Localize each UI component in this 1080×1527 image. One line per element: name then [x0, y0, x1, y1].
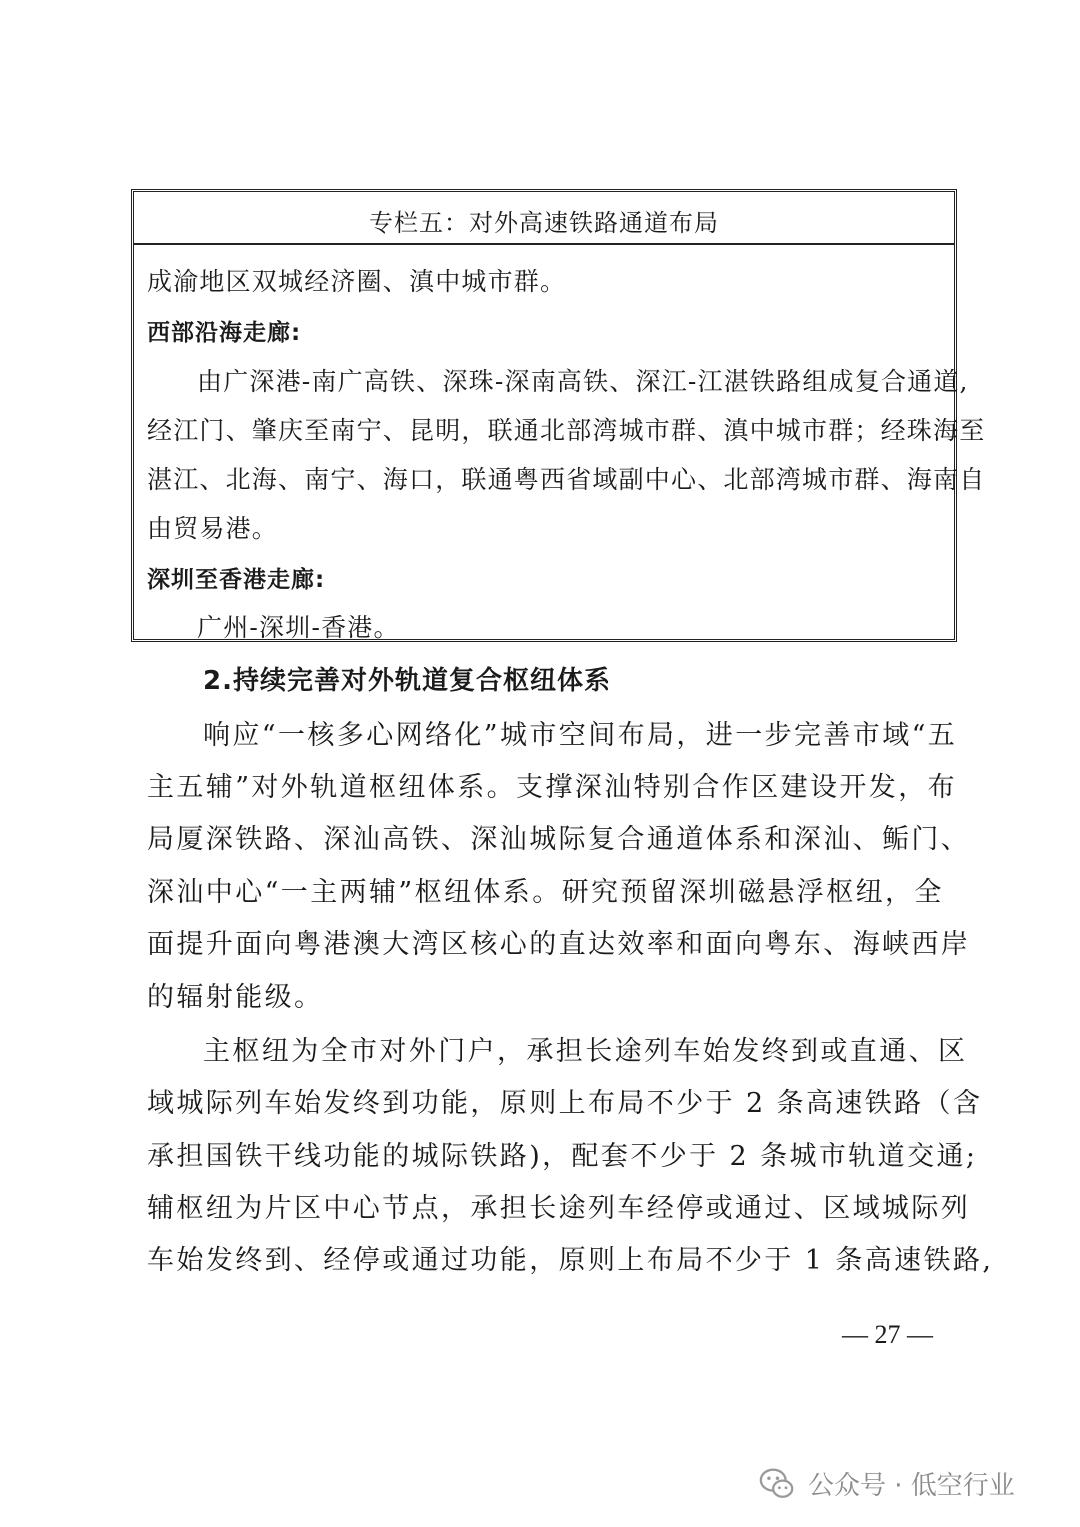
box-line-8: 广州-深圳-香港。 — [197, 613, 400, 642]
para1-line-1: 响应“一核多心网络化”城市空间布局，进一步完善市域“五 — [203, 720, 958, 751]
para2-line-3: 承担国铁干线功能的城际铁路)，配套不少于 2 条城市轨道交通; — [147, 1141, 978, 1172]
box-subheading-sz-hk: 深圳至香港走廊: — [147, 567, 326, 593]
para2-line-5: 车始发终到、经停或通过功能，原则上布局不少于 1 条高速铁路, — [147, 1245, 994, 1276]
box-line-5: 湛江、北海、南宁、海口，联通粤西省域副中心、北部湾城市群、海南自 — [147, 465, 986, 494]
para1-line-5: 面提升面向粤港澳大湾区核心的直达效率和面向粤东、海峡西岸 — [147, 929, 971, 960]
para2-line-2: 域城际列车始发终到功能，原则上布局不少于 2 条高速铁路（含 — [147, 1088, 983, 1119]
para2-line-1: 主枢纽为全市对外门户，承担长途列车始发终到或直通、区 — [203, 1036, 968, 1067]
section-heading: 2.持续完善对外轨道复合枢纽体系 — [203, 666, 611, 696]
wechat-icon — [758, 1464, 796, 1502]
page-number: — 27 — — [842, 1320, 933, 1349]
box-line-3: 由广深港-南广高铁、深珠-深南高铁、深江-江湛铁路组成复合通道, — [197, 367, 969, 396]
watermark-text: 公众号 · 低空行业 — [808, 1470, 1015, 1501]
para1-line-4: 深汕中心“一主两辅”枢纽体系。研究预留深圳磁悬浮枢纽，全 — [147, 877, 944, 908]
para1-line-6: 的辐射能级。 — [147, 982, 324, 1013]
watermark — [758, 1464, 1015, 1502]
para1-line-3: 局厦深铁路、深汕高铁、深汕城际复合通道体系和深汕、鲘门、 — [147, 824, 971, 855]
para2-line-4: 辅枢纽为片区中心节点，承担长途列车经停或通过、区域城际列 — [147, 1193, 971, 1224]
para1-line-2: 主五辅”对外轨道枢纽体系。支撑深汕特别合作区建设开发，布 — [147, 772, 958, 803]
box-line-6: 由贸易港。 — [147, 514, 279, 543]
box-line-4: 经江门、肇庆至南宁、昆明，联通北部湾城市群、滇中城市群；经珠海至 — [147, 416, 986, 445]
box-subheading-west-coast: 西部沿海走廊: — [147, 320, 302, 346]
box-title: 专栏五：对外高速铁路通道布局 — [134, 192, 954, 245]
box-line-1: 成渝地区双城经济圈、滇中城市群。 — [147, 267, 567, 296]
